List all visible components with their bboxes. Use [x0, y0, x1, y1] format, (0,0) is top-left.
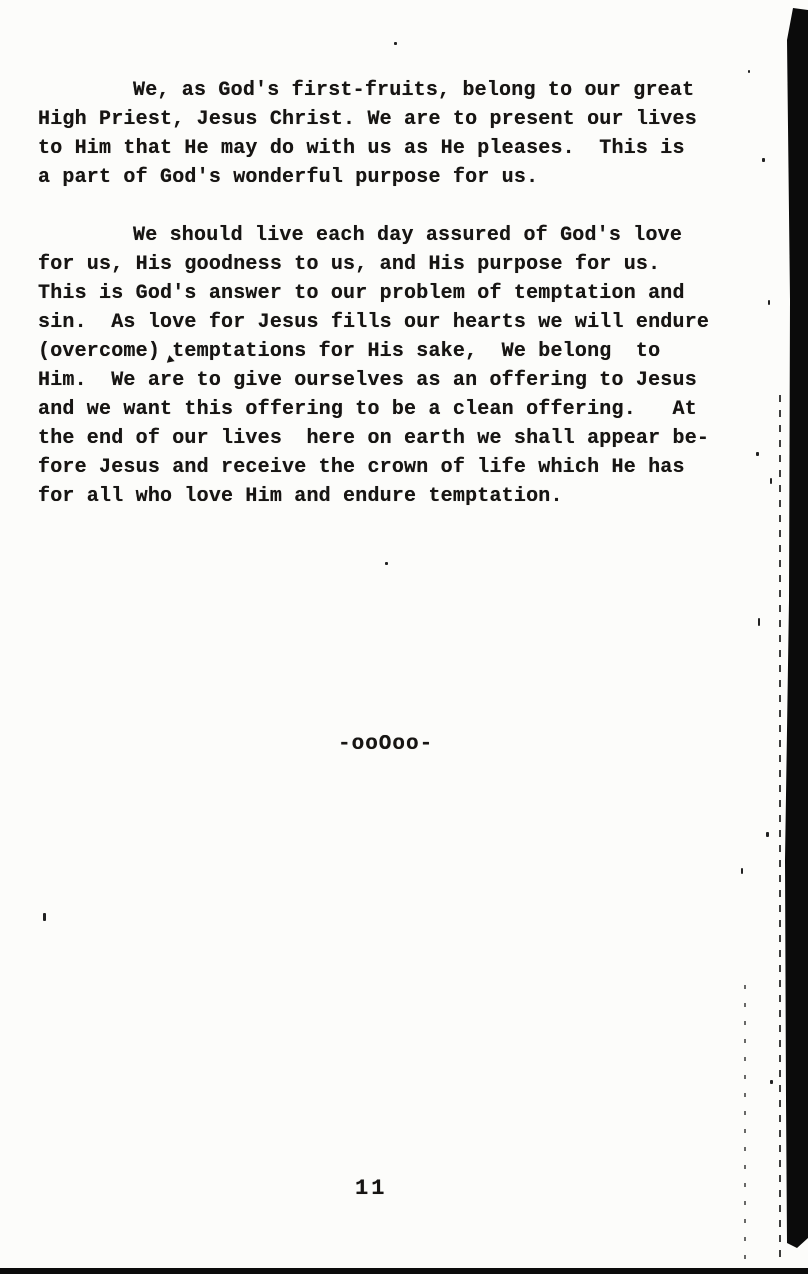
page-number: 11	[355, 1176, 388, 1201]
scan-speck	[762, 158, 765, 162]
scan-edge-bar	[0, 1268, 808, 1274]
text-line: This is God's answer to our problem of temptation and	[38, 282, 685, 305]
page-edge-crease	[779, 395, 781, 1263]
text-line: to Him that He may do with us as He pleases. This is	[38, 137, 685, 160]
text-line: Him. We are to give ourselves as an offering to Jesus	[38, 369, 697, 392]
text-line: for us, His goodness to us, and His purpose for us.	[38, 253, 661, 276]
scan-speck	[394, 42, 397, 45]
scan-speck	[741, 868, 743, 874]
text-line: for all who love Him and endure temptation.	[38, 485, 563, 508]
text-line: We, as God's first-fruits, belong to our great	[133, 79, 695, 102]
scan-speck	[770, 1080, 773, 1084]
paragraph-1	[38, 76, 738, 192]
section-separator: -ooOoo-	[338, 733, 434, 756]
scan-speck	[385, 562, 388, 565]
paragraph-2	[38, 221, 738, 511]
binding-shadow	[783, 0, 808, 1254]
scan-speck	[748, 70, 750, 73]
scan-speck	[758, 618, 760, 626]
text-line: and we want this offering to be a clean offering. At	[38, 398, 697, 421]
scan-speck	[766, 832, 769, 837]
text-line: (overcome) temptations for His sake, We belong to	[38, 340, 661, 363]
scan-speck	[770, 478, 772, 484]
text-line: sin. As love for Jesus fills our hearts we will endure	[38, 311, 710, 334]
scan-speck	[768, 300, 770, 305]
scan-speck	[43, 913, 46, 921]
text-line: High Priest, Jesus Christ. We are to present our lives	[38, 108, 697, 131]
text-line: We should live each day assured of God's love	[133, 224, 683, 247]
text-line: the end of our lives here on earth we shall appear be-	[38, 427, 710, 450]
text-line: fore Jesus and receive the crown of life which He has	[38, 456, 685, 479]
text-line: a part of God's wonderful purpose for us.	[38, 166, 539, 189]
page-edge-crease	[744, 985, 746, 1270]
scan-speck	[756, 452, 759, 456]
